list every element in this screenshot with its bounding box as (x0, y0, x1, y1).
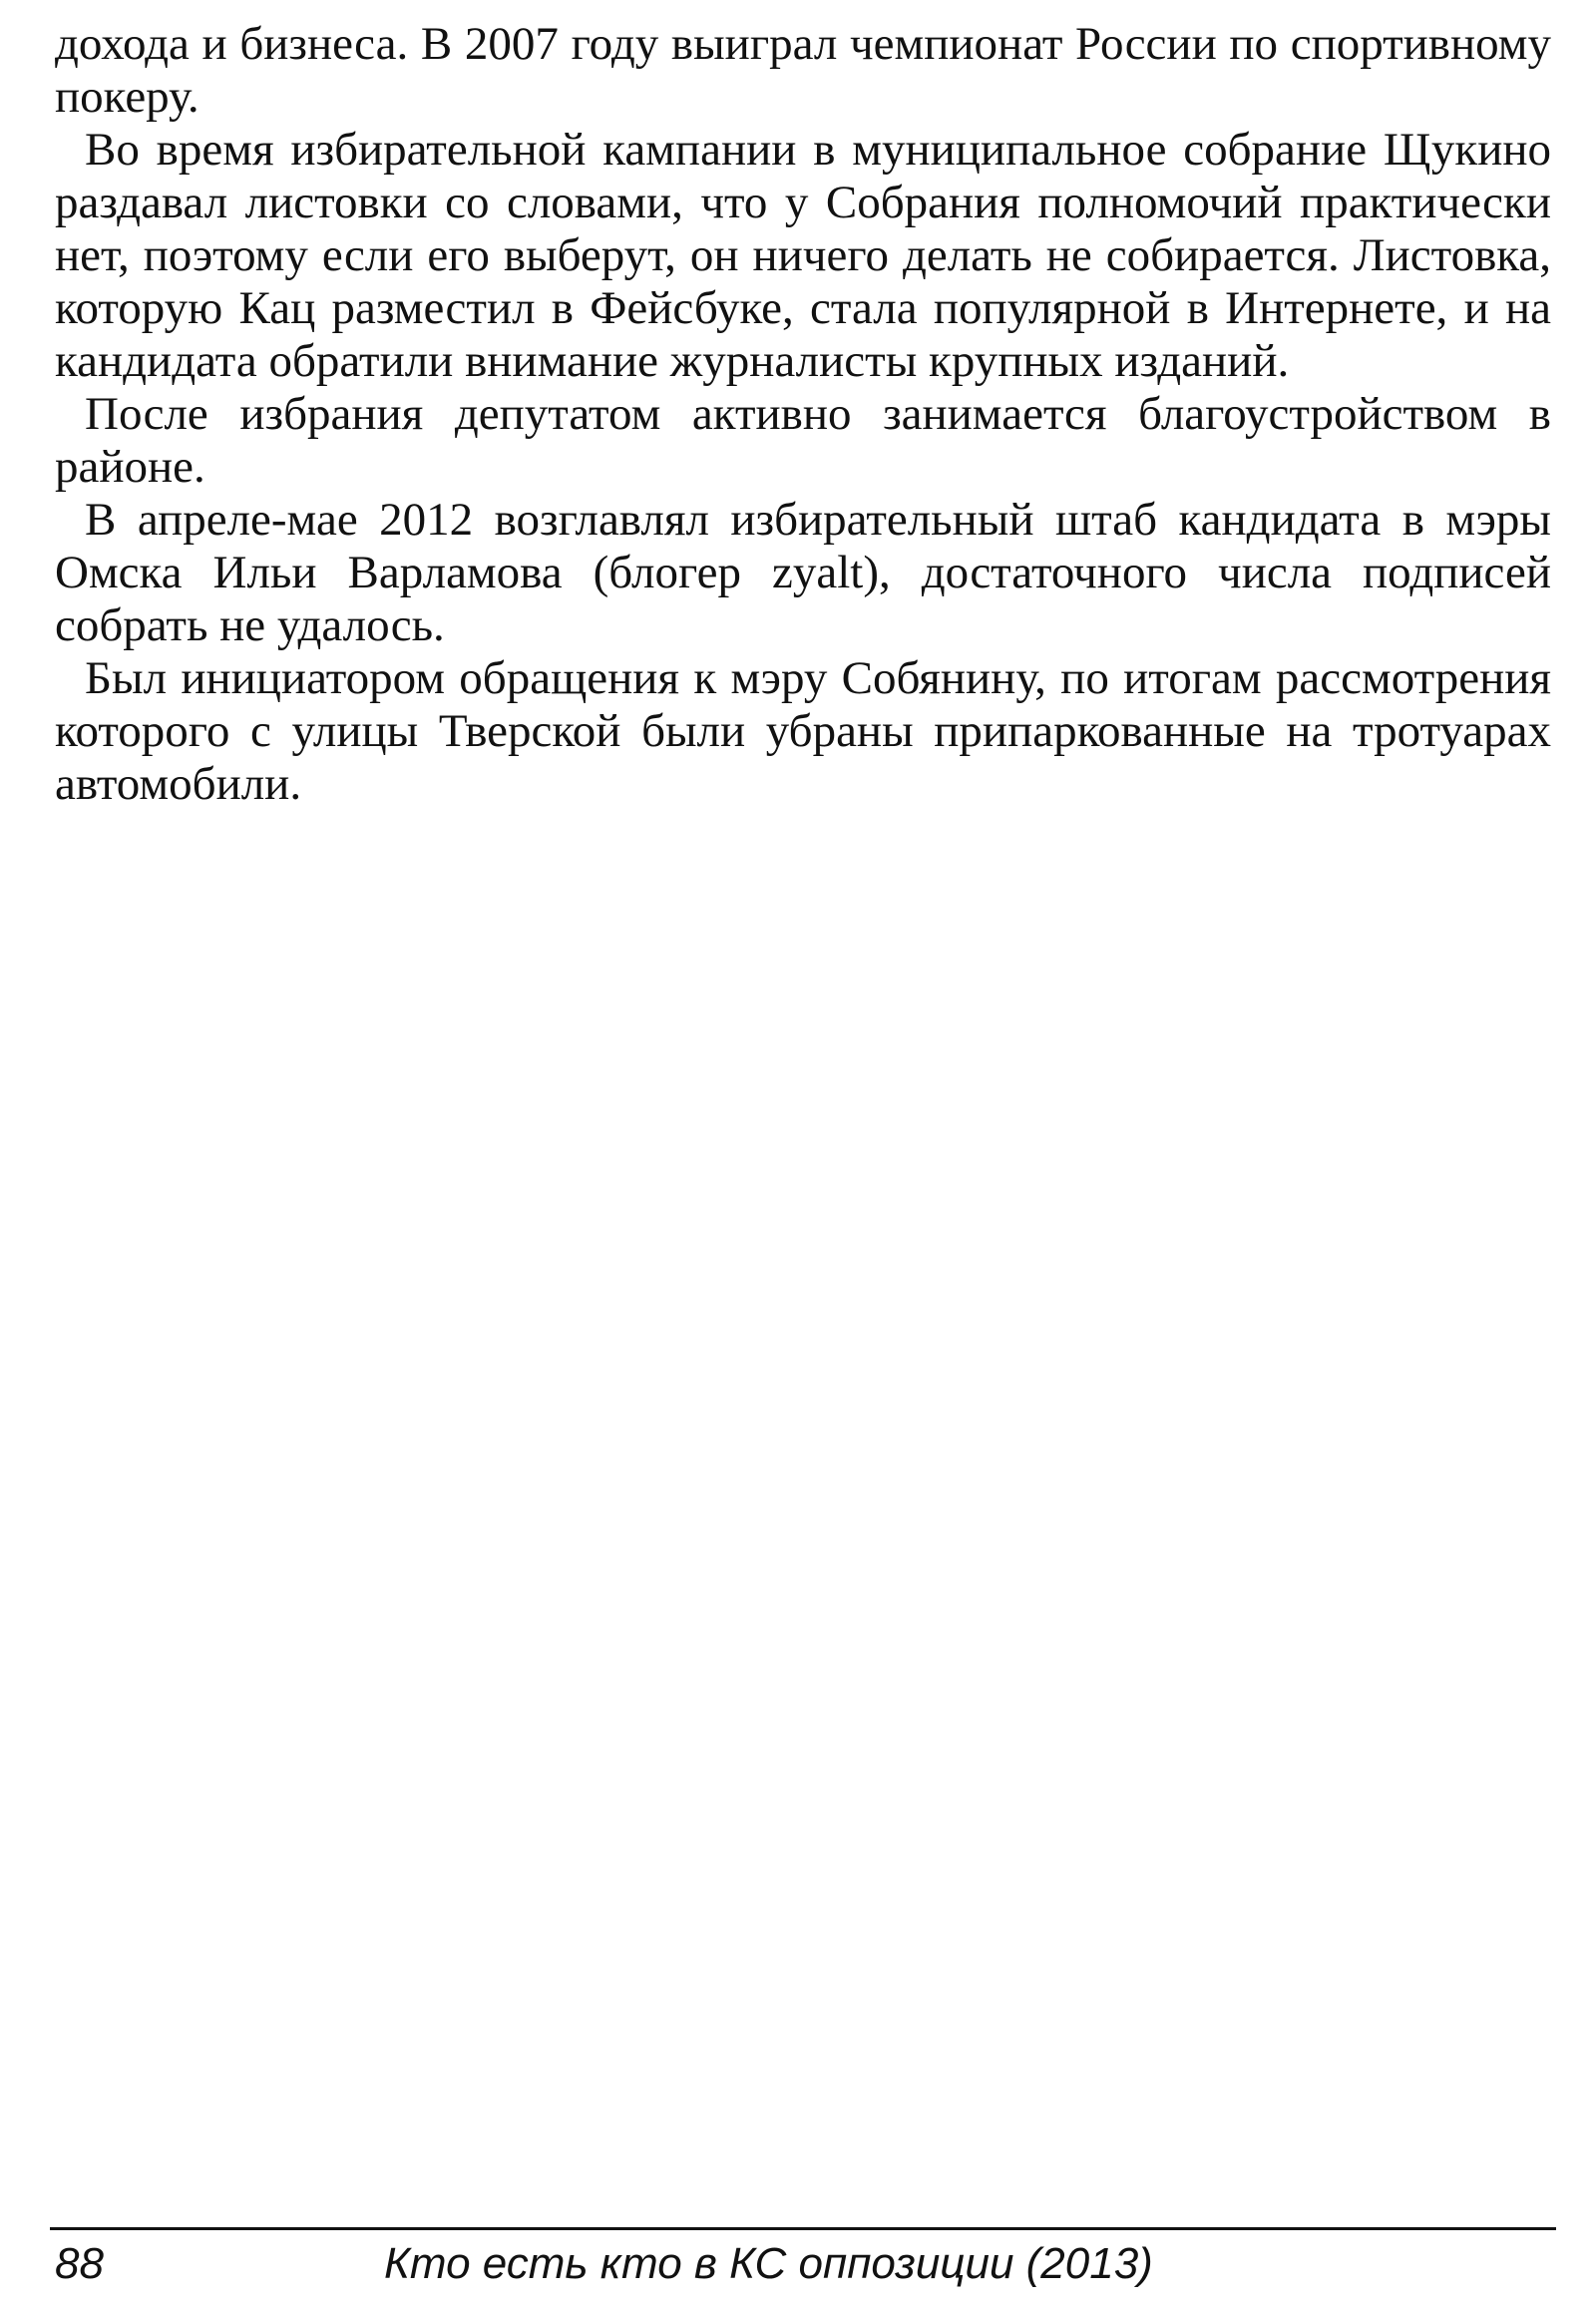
paragraph-omsk: В апреле-мае 2012 возглавлял избирательный штаб кандидата в мэры Омска Ильи Варламова (блогер zyalt), достаточного числа подписей собрать не удалось. (55, 494, 1551, 651)
footer-divider (50, 2227, 1556, 2230)
page-body (55, 18, 1551, 811)
paragraph-continued: дохода и бизнеса. В 2007 году выиграл чемпионат России по спортивному покеру. (55, 18, 1551, 123)
page-number: 88 (55, 2239, 104, 2288)
paragraph-deputy: После избрания депутатом активно занимается благоустройством в районе. (55, 388, 1551, 493)
page-footer (55, 2234, 1551, 2304)
paragraph-campaign: Во время избирательной кампании в муниципальное собрание Щукино раздавал листовки со словами, что у Собрания полномочий практически нет, поэтому если его выберут, он ничего делать не собирается. Листовка, которую Кац разместил в Фейсбуке, стала популярной в Интернете, и на кандидата обратили внимание журналисты крупных изданий. (55, 124, 1551, 387)
running-title: Кто есть кто в КС оппозиции (2013) (384, 2239, 1153, 2288)
paragraph-tverskaya: Был инициатором обращения к мэру Собянину, по итогам рассмотрения которого с улицы Тверской были убраны припаркованные на тротуарах автомобили. (55, 652, 1551, 810)
